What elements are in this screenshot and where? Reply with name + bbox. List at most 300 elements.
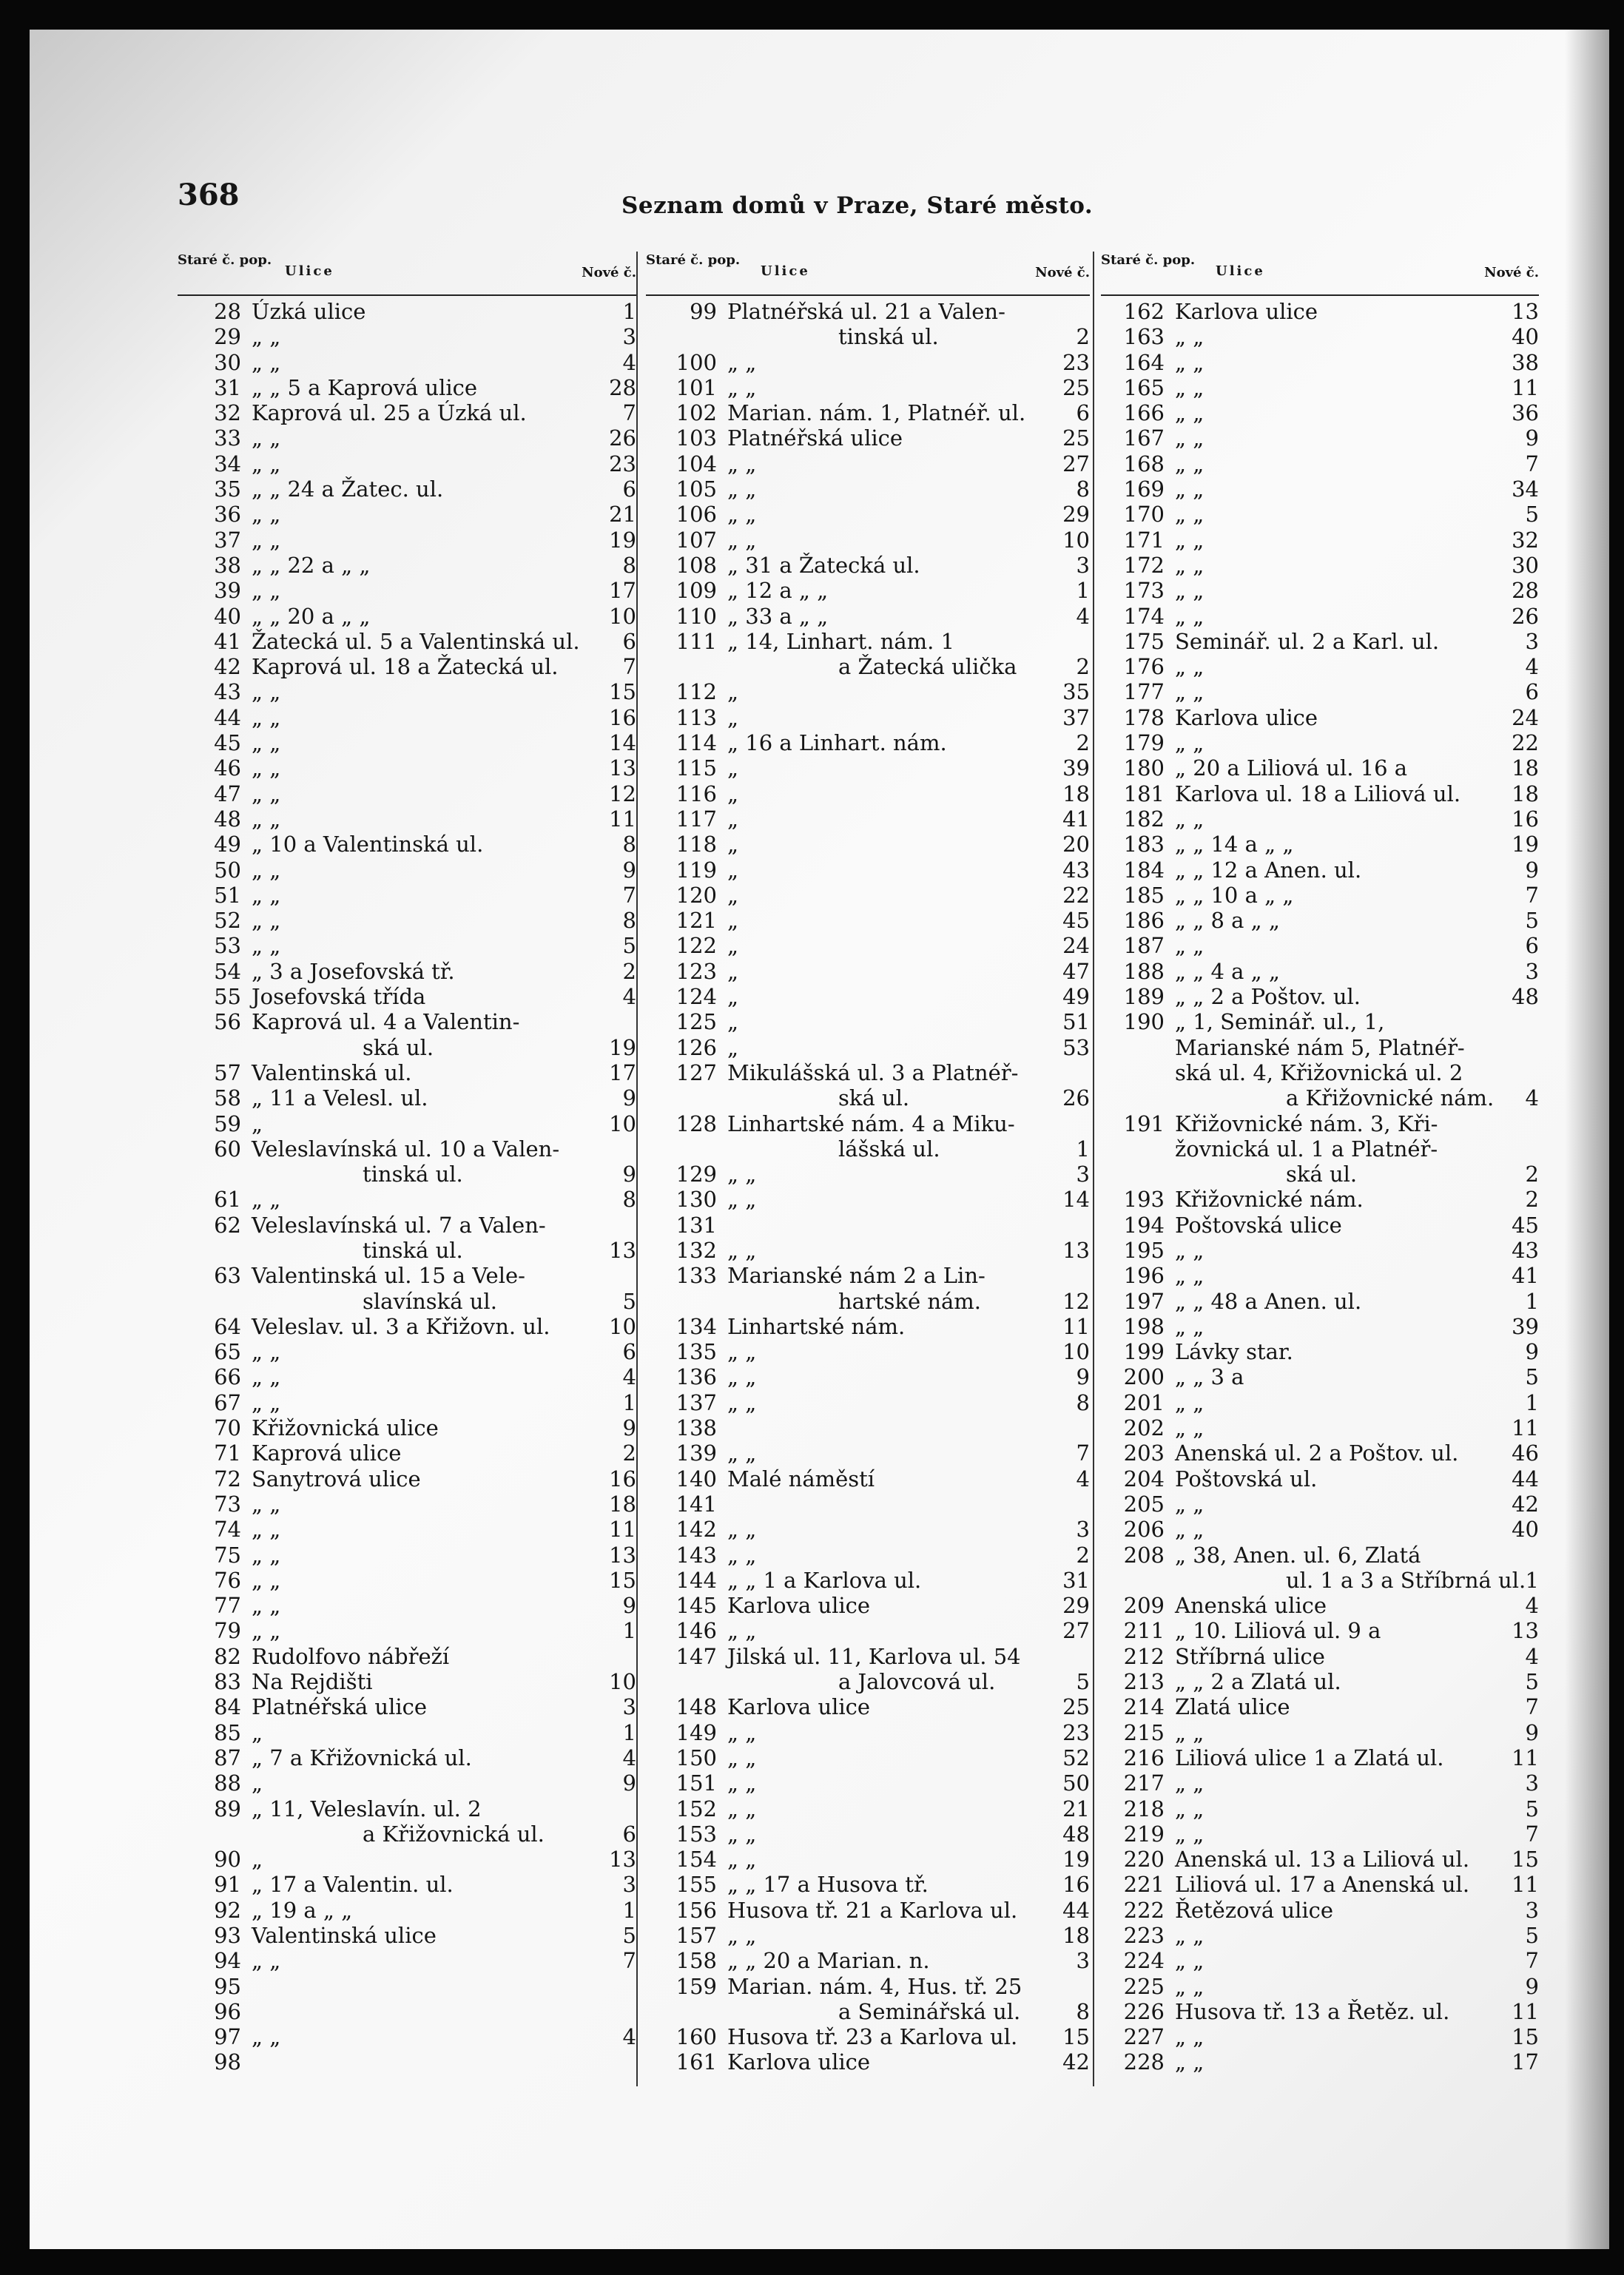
stare-cislo: 194 (1123, 1212, 1165, 1238)
nove-cislo: 29 (1062, 502, 1090, 528)
table-row (646, 1415, 1090, 1440)
stare-cislo: 131 (675, 1212, 717, 1238)
ulice: „ „ (727, 349, 757, 375)
stare-cislo: 150 (675, 1745, 717, 1770)
table-row (178, 1694, 636, 1719)
ulice: ská ul. (838, 1085, 910, 1111)
ulice: „ „ (252, 2024, 281, 2050)
ulice: „ 7 a Křižovnická ul. (252, 1745, 472, 1770)
stare-cislo: 45 (214, 730, 241, 756)
table-row (1101, 1162, 1539, 1187)
nove-cislo: 7 (622, 400, 636, 426)
stare-cislo: 208 (1123, 1542, 1165, 1568)
stare-cislo: 141 (675, 1491, 717, 1517)
stare-cislo: 74 (214, 1517, 241, 1543)
ulice: Sanytrová ulice (252, 1466, 421, 1492)
ulice: „ „ (727, 1719, 757, 1745)
ulice: „ „ (1175, 502, 1204, 528)
table-row (1101, 1314, 1539, 1339)
ulice: Anenská ul. 13 a Liliová ul. (1175, 1847, 1470, 1873)
stare-cislo: 177 (1123, 679, 1165, 705)
ulice: „ „ (1175, 1973, 1204, 1999)
stare-cislo: 184 (1123, 857, 1165, 883)
header-stare-cislo: Staré č. pop. (646, 252, 741, 268)
stare-cislo: 155 (675, 1872, 717, 1898)
ulice: Anenská ul. 2 a Poštov. ul. (1175, 1440, 1459, 1466)
nove-cislo: 1 (1076, 1136, 1090, 1162)
table-row (646, 1466, 1090, 1492)
table-row (178, 1162, 636, 1187)
nove-cislo: 13 (1512, 1618, 1539, 1644)
stare-cislo: 154 (675, 1847, 717, 1873)
table-row (178, 654, 636, 679)
nove-cislo: 1 (1525, 1389, 1539, 1415)
ulice: Platnéřská ulice (727, 425, 903, 451)
stare-cislo: 89 (214, 1796, 241, 1821)
nove-cislo: 13 (609, 755, 636, 781)
table-row (1101, 984, 1539, 1009)
table-row (646, 1009, 1090, 1034)
nove-cislo: 1 (1076, 578, 1090, 604)
ulice: „ „ (252, 1491, 281, 1517)
nove-cislo: 10 (609, 1313, 636, 1339)
table-row (178, 451, 636, 476)
column-header (178, 252, 636, 296)
table-row (178, 1999, 636, 2024)
stare-cislo: 65 (214, 1339, 241, 1365)
table-row (1101, 1085, 1539, 1110)
stare-cislo: 28 (214, 299, 241, 324)
nove-cislo: 13 (609, 1847, 636, 1873)
ulice: „ „ (727, 1770, 757, 1796)
table-row (1101, 857, 1539, 883)
stare-cislo: 129 (675, 1162, 717, 1187)
ulice: „ „ (252, 755, 281, 781)
nove-cislo: 28 (1512, 578, 1539, 604)
stare-cislo: 47 (214, 781, 241, 806)
nove-cislo: 11 (1512, 374, 1539, 400)
stare-cislo: 147 (675, 1643, 717, 1669)
ulice: „ „ 14 a „ „ (1175, 832, 1294, 857)
ulice: Karlova ul. 18 a Liliová ul. (1175, 781, 1461, 806)
nove-cislo: 9 (1525, 1339, 1539, 1365)
ulice: Karlova ulice (1175, 704, 1318, 730)
table-row (646, 654, 1090, 679)
table-row (178, 502, 636, 527)
nove-cislo: 6 (622, 1339, 636, 1365)
stare-cislo: 139 (675, 1440, 717, 1466)
table-row (178, 1390, 636, 1415)
nove-cislo: 2 (1076, 730, 1090, 756)
table-row (646, 857, 1090, 883)
nove-cislo: 13 (609, 1237, 636, 1263)
nove-cislo: 7 (1525, 451, 1539, 476)
ulice: „ „ (1175, 374, 1204, 400)
ulice: „ „ (252, 1339, 281, 1365)
ulice: Na Rejdišti (252, 1669, 373, 1695)
stare-cislo: 137 (675, 1389, 717, 1415)
stare-cislo: 82 (214, 1643, 241, 1669)
ulice: Veleslavínská ul. 7 a Valen- (252, 1212, 546, 1238)
table-row (646, 350, 1090, 375)
nove-cislo: 4 (622, 1745, 636, 1770)
nove-cislo: 2 (1525, 1162, 1539, 1187)
ulice: „ „ (1175, 933, 1204, 959)
ulice: „ „ (727, 502, 757, 528)
stare-cislo: 182 (1123, 806, 1165, 832)
stare-cislo: 105 (675, 476, 717, 502)
ulice: „ „ (1175, 2024, 1204, 2050)
stare-cislo: 38 (214, 552, 241, 578)
nove-cislo: 9 (1525, 425, 1539, 451)
stare-cislo: 51 (214, 882, 241, 908)
stare-cislo: 216 (1123, 1745, 1165, 1770)
nove-cislo: 16 (609, 704, 636, 730)
nove-cislo: 17 (1512, 2049, 1539, 2075)
table-row (646, 1770, 1090, 1796)
stare-cislo: 214 (1123, 1694, 1165, 1720)
stare-cislo: 43 (214, 679, 241, 705)
stare-cislo: 171 (1123, 527, 1165, 553)
nove-cislo: 5 (1525, 502, 1539, 528)
stare-cislo: 181 (1123, 781, 1165, 806)
nove-cislo: 8 (1076, 1389, 1090, 1415)
stare-cislo: 102 (675, 400, 717, 426)
nove-cislo: 5 (1525, 1923, 1539, 1948)
nove-cislo: 8 (1076, 476, 1090, 502)
nove-cislo: 13 (1512, 299, 1539, 324)
table-row (646, 832, 1090, 857)
stare-cislo: 125 (675, 1009, 717, 1035)
ulice: „ „ (1175, 603, 1204, 629)
nove-cislo: 26 (1062, 1085, 1090, 1111)
ulice: Řetězová ulice (1175, 1897, 1334, 1923)
stare-cislo: 106 (675, 502, 717, 528)
ulice: „ „ (1175, 1517, 1204, 1543)
ulice: „ 31 a Žatecká ul. (727, 552, 920, 578)
nove-cislo: 1 (1525, 1567, 1539, 1593)
table-row (1101, 679, 1539, 704)
ulice: Křižovnické nám. 3, Kři- (1175, 1110, 1438, 1136)
stare-cislo: 46 (214, 755, 241, 781)
table-row (646, 1314, 1090, 1339)
ulice: „ „ (252, 908, 281, 934)
nove-cislo: 19 (1062, 1847, 1090, 1873)
ulice: „ „ (1175, 1770, 1204, 1796)
stare-cislo: 124 (675, 984, 717, 1010)
nove-cislo: 3 (1076, 1948, 1090, 1974)
ulice: „ „ 5 a Kaprová ulice (252, 374, 478, 400)
table-row (178, 883, 636, 908)
table-row (178, 1111, 636, 1136)
nove-cislo: 10 (609, 603, 636, 629)
stare-cislo: 97 (214, 2024, 241, 2050)
ulice: „ „ (252, 1948, 281, 1974)
ulice: „ „ (727, 1847, 757, 1873)
stare-cislo: 110 (675, 603, 717, 629)
table-row (1101, 1948, 1539, 1973)
stare-cislo: 42 (214, 654, 241, 680)
table-row (646, 1035, 1090, 1060)
nove-cislo: 9 (622, 1593, 636, 1619)
table-row (1101, 908, 1539, 933)
nove-cislo: 8 (622, 832, 636, 857)
ulice: „ 16 a Linhart. nám. (727, 730, 947, 756)
table-row (646, 705, 1090, 730)
stare-cislo: 33 (214, 425, 241, 451)
table-row (646, 1213, 1090, 1238)
stare-cislo: 79 (214, 1618, 241, 1644)
table-row (178, 1770, 636, 1796)
stare-cislo: 40 (214, 603, 241, 629)
nove-cislo: 5 (1525, 1669, 1539, 1695)
nove-cislo: 6 (622, 476, 636, 502)
stare-cislo: 203 (1123, 1440, 1165, 1466)
table-row (646, 1618, 1090, 1643)
table-row (178, 375, 636, 400)
ulice: „ „ (1175, 1491, 1204, 1517)
table-row (1101, 1187, 1539, 1212)
nove-cislo: 9 (1525, 1973, 1539, 1999)
nove-cislo: 7 (1525, 1694, 1539, 1720)
ulice: Kaprová ul. 25 a Úzká ul. (252, 400, 527, 426)
stare-cislo: 31 (214, 374, 241, 400)
table-row (1101, 1035, 1539, 1060)
nove-cislo: 25 (1062, 374, 1090, 400)
stare-cislo: 116 (675, 781, 717, 806)
stare-cislo: 37 (214, 527, 241, 553)
ulice: Žatecká ul. 5 a Valentinská ul. (252, 628, 580, 654)
stare-cislo: 198 (1123, 1313, 1165, 1339)
stare-cislo: 151 (675, 1770, 717, 1796)
table-row (1101, 1136, 1539, 1162)
table-row (646, 528, 1090, 553)
table-row (1101, 705, 1539, 730)
nove-cislo: 14 (1062, 1187, 1090, 1213)
stare-cislo: 115 (675, 755, 717, 781)
nove-cislo: 29 (1062, 1593, 1090, 1619)
table-row (178, 1720, 636, 1745)
table-row (1101, 1720, 1539, 1745)
table-row (178, 1872, 636, 1897)
nove-cislo: 23 (609, 451, 636, 476)
ulice: Linhartské nám. 4 a Miku- (727, 1110, 1015, 1136)
ulice: „ (727, 781, 739, 806)
table-row (178, 324, 636, 349)
ulice: Malé náměstí (727, 1466, 875, 1492)
table-row (178, 806, 636, 832)
nove-cislo: 8 (622, 552, 636, 578)
ulice: Valentinská ul. 15 a Vele- (252, 1263, 525, 1289)
nove-cislo: 9 (1076, 1364, 1090, 1390)
nove-cislo: 13 (609, 1542, 636, 1568)
table-row (178, 1923, 636, 1948)
ulice: „ „ (727, 476, 757, 502)
ulice: tinská ul. (838, 324, 939, 350)
table-row (178, 1213, 636, 1238)
stare-cislo: 226 (1123, 1998, 1165, 2024)
ulice: „ „ (727, 1796, 757, 1821)
ulice: „ „ (1175, 400, 1204, 426)
nove-cislo: 50 (1062, 1770, 1090, 1796)
stare-cislo: 103 (675, 425, 717, 451)
table-row (178, 1085, 636, 1110)
ulice: „ (252, 1770, 263, 1796)
header-stare-cislo: Staré č. pop. (1101, 252, 1196, 268)
nove-cislo: 22 (1062, 882, 1090, 908)
nove-cislo: 4 (1076, 603, 1090, 629)
ulice: Liliová ul. 17 a Anenská ul. (1175, 1872, 1470, 1898)
stare-cislo: 58 (214, 1085, 241, 1111)
table-row (646, 2049, 1090, 2075)
nove-cislo: 25 (1062, 1694, 1090, 1720)
table-row (646, 806, 1090, 832)
stare-cislo: 41 (214, 628, 241, 654)
ulice: Marianské nám 5, Platnéř- (1175, 1034, 1465, 1060)
ulice: „ „ (727, 1821, 757, 1847)
stare-cislo: 149 (675, 1719, 717, 1745)
stare-cislo: 165 (1123, 374, 1165, 400)
table-row (646, 1644, 1090, 1669)
nove-cislo: 6 (622, 1821, 636, 1847)
stare-cislo: 215 (1123, 1719, 1165, 1745)
stare-cislo: 56 (214, 1009, 241, 1035)
table-row (1101, 1593, 1539, 1618)
stare-cislo: 166 (1123, 400, 1165, 426)
ulice: a Jalovcová ul. (838, 1669, 996, 1695)
table-row (1101, 1009, 1539, 1034)
nove-cislo: 15 (1512, 1847, 1539, 1873)
ulice: „ „ (1175, 1719, 1204, 1745)
ulice: „ „ 48 a Anen. ul. (1175, 1288, 1362, 1314)
ulice: „ (727, 806, 739, 832)
stare-cislo: 163 (1123, 324, 1165, 350)
nove-cislo: 3 (1076, 1162, 1090, 1187)
stare-cislo: 35 (214, 476, 241, 502)
nove-cislo: 18 (1062, 1923, 1090, 1948)
nove-cislo: 10 (1062, 1339, 1090, 1365)
stare-cislo: 70 (214, 1415, 241, 1441)
ulice: Anenská ulice (1175, 1593, 1327, 1619)
nove-cislo: 20 (1062, 832, 1090, 857)
table-row (178, 1187, 636, 1212)
stare-cislo: 138 (675, 1415, 717, 1441)
running-title: Seznam domů v Praze, Staré město. (621, 192, 1094, 219)
nove-cislo: 4 (1525, 1643, 1539, 1669)
stare-cislo: 160 (675, 2024, 717, 2050)
ulice: Josefovská třída (252, 984, 426, 1010)
stare-cislo: 132 (675, 1237, 717, 1263)
ulice: a Žatecká ulička (838, 654, 1017, 680)
stare-cislo: 185 (1123, 882, 1165, 908)
ulice: Platnéřská ul. 21 a Valen- (727, 299, 1005, 324)
table-row (646, 1694, 1090, 1719)
table-row (178, 1974, 636, 1999)
table-row (1101, 1872, 1539, 1897)
nove-cislo: 40 (1512, 1517, 1539, 1543)
stare-cislo: 49 (214, 832, 241, 857)
nove-cislo: 1 (622, 1618, 636, 1644)
table-row (1101, 553, 1539, 578)
nove-cislo: 15 (1512, 2024, 1539, 2050)
ulice: Marian. nám. 1, Platnéř. ul. (727, 400, 1026, 426)
table-row (646, 1440, 1090, 1466)
stare-cislo: 143 (675, 1542, 717, 1568)
stare-cislo: 32 (214, 400, 241, 426)
nove-cislo: 11 (1062, 1313, 1090, 1339)
ulice: „ 1, Seminář. ul., 1, (1175, 1009, 1385, 1035)
nove-cislo: 7 (1525, 1948, 1539, 1974)
nove-cislo: 7 (622, 882, 636, 908)
table-row (646, 578, 1090, 603)
stare-cislo: 219 (1123, 1821, 1165, 1847)
stare-cislo: 122 (675, 933, 717, 959)
ulice: tinská ul. (363, 1162, 463, 1187)
nove-cislo: 28 (609, 374, 636, 400)
table-row (1101, 883, 1539, 908)
ulice: „ 17 a Valentin. ul. (252, 1872, 454, 1898)
stare-cislo: 59 (214, 1110, 241, 1136)
nove-cislo: 7 (622, 654, 636, 680)
ulice: ská ul. 4, Křižovnická ul. 2 (1175, 1059, 1463, 1085)
ulice: „ „ 24 a Žatec. ul. (252, 476, 444, 502)
ulice: „ „ (252, 425, 281, 451)
nove-cislo: 4 (622, 2024, 636, 2050)
table-row (646, 629, 1090, 654)
table-row (178, 959, 636, 984)
stare-cislo: 196 (1123, 1263, 1165, 1289)
stare-cislo: 62 (214, 1212, 241, 1238)
table-row (1101, 755, 1539, 781)
nove-cislo: 9 (622, 1085, 636, 1111)
table-row (646, 1923, 1090, 1948)
table-row (178, 1745, 636, 1770)
ulice: „ 19 a „ „ (252, 1897, 353, 1923)
stare-cislo: 50 (214, 857, 241, 883)
table-row (1101, 375, 1539, 400)
table-row (1101, 1618, 1539, 1643)
stare-cislo: 224 (1123, 1948, 1165, 1974)
ulice: žovnická ul. 1 a Platnéř- (1175, 1136, 1438, 1162)
ulice: „ (252, 1847, 263, 1873)
ulice: lášská ul. (838, 1136, 940, 1162)
table-row (1101, 1415, 1539, 1440)
table-row (178, 1136, 636, 1162)
register-column-3 (1101, 252, 1539, 2075)
nove-cislo: 11 (1512, 1415, 1539, 1441)
nove-cislo: 2 (622, 958, 636, 984)
table-row (1101, 1213, 1539, 1238)
ulice: „ „ (1175, 527, 1204, 553)
ulice: „ „ (1175, 1389, 1204, 1415)
nove-cislo: 40 (1512, 324, 1539, 350)
stare-cislo: 64 (214, 1313, 241, 1339)
stare-cislo: 164 (1123, 349, 1165, 375)
ulice: „ „ (727, 1162, 757, 1187)
table-row (646, 425, 1090, 451)
stare-cislo: 57 (214, 1059, 241, 1085)
nove-cislo: 21 (609, 502, 636, 528)
stare-cislo: 39 (214, 578, 241, 604)
table-row (178, 908, 636, 933)
table-row (178, 933, 636, 958)
stare-cislo: 127 (675, 1059, 717, 1085)
nove-cislo: 10 (609, 1110, 636, 1136)
table-row (178, 350, 636, 375)
stare-cislo: 190 (1123, 1009, 1165, 1035)
stare-cislo: 193 (1123, 1187, 1165, 1213)
ulice: „ „ 12 a Anen. ul. (1175, 857, 1362, 883)
